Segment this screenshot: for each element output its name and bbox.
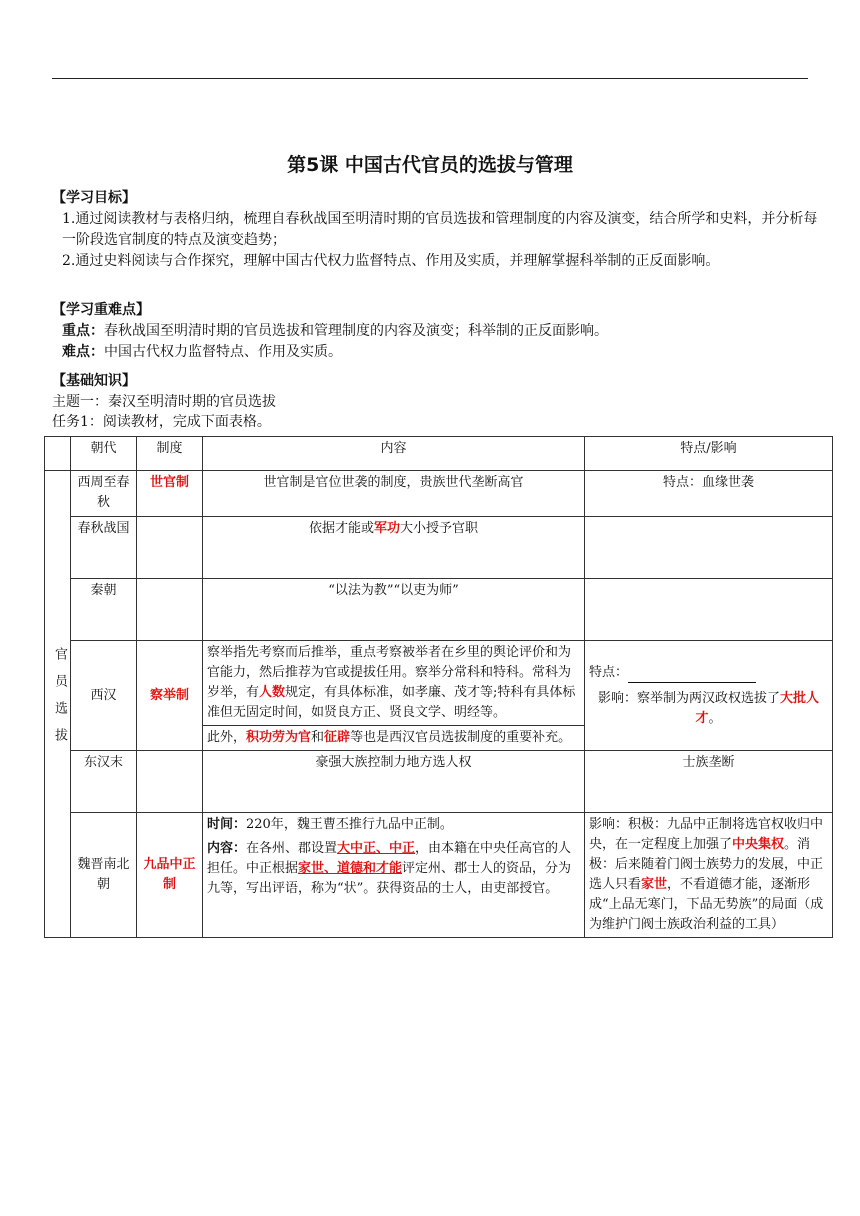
feature-line	[589, 663, 828, 683]
header-feature: 特点/影响	[585, 437, 833, 471]
header-content: 内容	[203, 437, 585, 471]
side-label-cell	[45, 471, 71, 938]
header-system: 制度	[137, 437, 203, 471]
content-cell: 世官制是官位世袭的制度，贵族世代垄断高官	[203, 471, 585, 517]
extra-text: 此外，	[207, 730, 247, 745]
system-answer: 九品中正制	[143, 857, 196, 892]
content-answer: 军功	[373, 521, 400, 536]
hard-line	[52, 342, 820, 363]
impact-text: 。消极：后来随着门阀士族势力的发展，中正选人只看	[589, 837, 824, 892]
impact-line	[589, 689, 828, 729]
feature-cell	[585, 579, 833, 641]
impact-text: 影响：察举制为两汉政权选拔了	[597, 690, 780, 706]
keypoints-heading: 【学习重难点】	[52, 302, 150, 318]
era-cell: 东汉末	[71, 751, 137, 813]
content-answer: 大中正、中正	[337, 841, 416, 856]
impact-answer: 大批人才	[695, 690, 820, 726]
content-answer: 家世、道德和才能	[298, 861, 403, 876]
system-cell	[137, 517, 203, 579]
basics-block	[52, 392, 820, 431]
goals-list	[52, 209, 820, 272]
feature-cell: 特点：血缘世袭	[585, 471, 833, 517]
keypoints-block	[52, 321, 820, 363]
era-cell: 西周至春秋	[71, 471, 137, 517]
era-cell: 西汉	[71, 641, 137, 751]
content-label: 内容：	[207, 841, 247, 856]
selection-table	[44, 436, 833, 938]
era-cell: 魏晋南北朝	[71, 813, 137, 938]
content-text: 评定州、郡士人的资品，分为九等，写出评语，称为“状”。获得资品的士人，由吏部授官。	[207, 861, 572, 896]
table-row	[45, 813, 833, 938]
answer-blank[interactable]	[628, 668, 756, 683]
feature-cell	[585, 517, 833, 579]
system-answer: 察举制	[149, 687, 189, 703]
feature-cell	[585, 813, 833, 938]
extra-text: 和	[311, 730, 325, 745]
header-era: 朝代	[71, 437, 137, 471]
time-line	[207, 815, 580, 835]
content-line	[207, 839, 580, 899]
era-cell: 春秋战国	[71, 517, 137, 579]
impact-answer: 家世	[641, 877, 668, 892]
extra-text: 等也是西汉官员选拔制度的重要补充。	[350, 730, 572, 745]
feature-label: 特点：	[589, 664, 629, 680]
corner-cell	[45, 437, 71, 471]
system-cell	[137, 751, 203, 813]
content-cell	[203, 517, 585, 579]
content-text: 规定，有具体标准，如孝廉、茂才等;特科有具体标准但无固定时间，如贤良方正、贤良文学、明经等。	[207, 685, 576, 720]
page-title: 第5课 中国古代官员的选拔与管理	[287, 154, 573, 176]
content-text: 依据才能或	[308, 521, 374, 536]
content-text: 察举指先考察而后推举，重点考察被举者在乡里的舆论评价和为官能力，然后推荐为官或提拔任用。察举分常科和特科。常科为岁举，有	[207, 645, 572, 700]
system-cell	[137, 813, 203, 938]
goal-item-1: 1.通过阅读教材与表格归纳，梳理自春秋战国至明清时期的官员选拔和管理制度的内容及演变，结合所学和史料，并分析每一阶段选官制度的特点及演变趋势；	[62, 211, 818, 248]
goal-item-2: 2.通过史料阅读与合作探究，理解中国古代权力监督特点、作用及实质，并理解掌握科举制的正反面影响。	[62, 253, 720, 269]
table-row	[45, 517, 833, 579]
table-row	[45, 471, 833, 517]
impact-answer: 中央集权	[732, 837, 785, 852]
hard-label: 难点：	[62, 344, 104, 360]
table-row	[45, 579, 833, 641]
era-cell: 秦朝	[71, 579, 137, 641]
impact-text: ，不看道德才能，逐渐形成“上品无寒门，下品无势族”的局面（成为维护门阀士族政治利益的工具）	[589, 877, 824, 932]
header-rule	[52, 78, 808, 79]
basics-heading: 【基础知识】	[52, 373, 136, 389]
hard-text: 中国古代权力监督特点、作用及实质。	[104, 344, 342, 360]
content-answer: 人数	[259, 685, 286, 700]
system-cell	[137, 471, 203, 517]
system-answer: 世官制	[149, 475, 189, 490]
content-cell: 豪强大族控制力地方选人权	[203, 751, 585, 813]
time-text: 220年，魏王曹丕推行九品中正制。	[246, 817, 453, 832]
system-cell	[137, 579, 203, 641]
content-cell	[203, 813, 585, 938]
content-text: 大小授予官职	[400, 521, 479, 536]
extra-answer: 积功劳为官	[246, 730, 312, 745]
content-cell	[203, 641, 585, 726]
feature-cell: 士族垄断	[585, 751, 833, 813]
impact-text: 影响：积极：九品中正制将选官权收归中央，在一定程度上加强了	[589, 817, 824, 852]
content-cell: “以法为教”“以吏为师”	[203, 579, 585, 641]
content-text: 在各州、郡设置	[246, 841, 338, 856]
key-label: 重点：	[62, 323, 104, 339]
impact-text: 。	[708, 710, 722, 726]
feature-cell	[585, 641, 833, 751]
table-row	[45, 751, 833, 813]
side-label: 官员选拔	[52, 646, 67, 755]
table-header-row	[45, 437, 833, 471]
task-line: 任务1：阅读教材，完成下面表格。	[52, 414, 271, 430]
key-line	[52, 321, 820, 342]
theme-line: 主题一：秦汉至明清时期的官员选拔	[52, 394, 276, 410]
extra-answer: 征辟	[324, 730, 351, 745]
table-row	[45, 641, 833, 726]
time-label: 时间：	[207, 817, 247, 832]
key-text: 春秋战国至明清时期的官员选拔和管理制度的内容及演变；科举制的正反面影响。	[104, 323, 608, 339]
goals-heading: 【学习目标】	[52, 190, 136, 206]
system-cell	[137, 641, 203, 751]
content-text: ，由本籍在中央任高官的人担任。中正根据	[207, 841, 572, 876]
extra-cell	[203, 726, 585, 751]
